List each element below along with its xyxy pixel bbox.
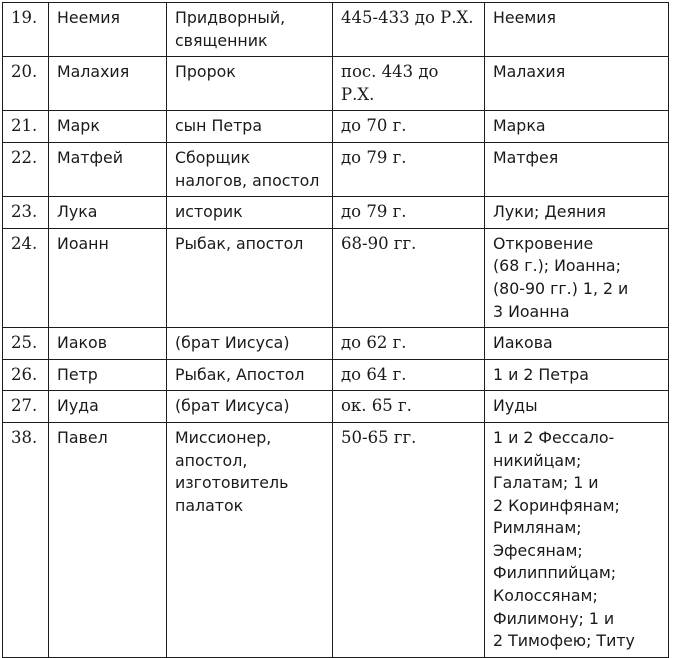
author-role-line: палаток <box>175 495 244 515</box>
date-written: 68-90 гг. <box>333 228 485 327</box>
books-written-line: Иуды <box>493 396 538 416</box>
books-written-line: 1 и 2 Петра <box>493 364 589 384</box>
author-role-line: изготовитель <box>175 473 289 493</box>
row-number: 27. <box>3 391 49 423</box>
books-written-line: Галатам; 1 и <box>493 473 599 493</box>
books-written-line: Матфея <box>493 147 559 167</box>
author-name: Матфей <box>49 142 167 196</box>
books-written-line: (80-90 гг.) 1, 2 и <box>493 278 629 298</box>
table-row <box>3 328 669 360</box>
books-written <box>485 228 669 327</box>
row-number: 25. <box>3 328 49 360</box>
row-number: 23. <box>3 197 49 229</box>
author-role-line: (брат Иисуса) <box>175 333 290 353</box>
table-row <box>3 391 669 423</box>
books-written-line: (68 г.); Иоанна; <box>493 256 621 276</box>
date-written: 445-433 до Р.Х. <box>333 3 485 57</box>
author-role-line: Придворный, <box>175 8 286 27</box>
author-role <box>167 57 333 111</box>
row-number: 38. <box>3 422 49 657</box>
books-written <box>485 328 669 360</box>
author-role <box>167 111 333 143</box>
author-role-line: сын Петра <box>175 116 263 136</box>
date-written: до 79 г. <box>333 197 485 229</box>
author-role <box>167 197 333 229</box>
books-written-line: 2 Тимофею; Титу <box>493 631 635 651</box>
table-row <box>3 228 669 327</box>
date-written: до 79 г. <box>333 142 485 196</box>
row-number: 21. <box>3 111 49 143</box>
date-written: до 64 г. <box>333 359 485 391</box>
author-role-line: Рыбак, апостол <box>175 233 304 253</box>
author-name: Иаков <box>49 328 167 360</box>
author-role-line: священник <box>175 30 268 50</box>
author-role <box>167 391 333 423</box>
row-number: 19. <box>3 3 49 57</box>
date-written: ок. 65 г. <box>333 391 485 423</box>
table-row <box>3 359 669 391</box>
author-role-line: Рыбак, Апостол <box>175 364 305 384</box>
books-written <box>485 197 669 229</box>
author-role-line: Сборщик <box>175 147 251 167</box>
author-role-line: апостол, <box>175 450 248 470</box>
author-name: Иуда <box>49 391 167 423</box>
author-role-line: Миссионер, <box>175 427 272 447</box>
author-role <box>167 228 333 327</box>
author-role <box>167 142 333 196</box>
row-number: 20. <box>3 57 49 111</box>
author-name: Павел <box>49 422 167 657</box>
author-role <box>167 422 333 657</box>
books-written-line: 3 Иоанна <box>493 301 570 321</box>
author-role-line: Пророк <box>175 62 236 82</box>
table-row <box>3 197 669 229</box>
row-number: 24. <box>3 228 49 327</box>
date-written: пос. 443 до Р.Х. <box>333 57 485 111</box>
books-written-line: Малахия <box>493 62 566 82</box>
books-written <box>485 111 669 143</box>
author-name: Иоанн <box>49 228 167 327</box>
date-written: 50-65 гг. <box>333 422 485 657</box>
books-written-line: 2 Коринфянам; <box>493 495 620 515</box>
books-written <box>485 57 669 111</box>
books-written-line: никийцам; <box>493 450 582 470</box>
books-written <box>485 359 669 391</box>
table-row <box>3 142 669 196</box>
table-body <box>3 3 669 658</box>
books-written-line: Луки; Деяния <box>493 202 607 222</box>
author-role <box>167 3 333 57</box>
books-written-line: Колоссянам; <box>493 586 598 606</box>
author-role <box>167 359 333 391</box>
author-name: Петр <box>49 359 167 391</box>
row-number: 26. <box>3 359 49 391</box>
author-role-line: (брат Иисуса) <box>175 396 290 416</box>
books-written-line: Неемия <box>493 8 557 27</box>
author-role-line: налогов, апостол <box>175 170 320 190</box>
author-role <box>167 328 333 360</box>
table-row <box>3 111 669 143</box>
date-written: до 62 г. <box>333 328 485 360</box>
books-written-line: 1 и 2 Фессало- <box>493 427 615 447</box>
table-row <box>3 3 669 57</box>
date-written: до 70 г. <box>333 111 485 143</box>
books-written-line: Откровение <box>493 233 594 253</box>
books-written-line: Эфесянам; <box>493 540 583 560</box>
authors-table <box>2 2 669 658</box>
books-written-line: Иакова <box>493 333 553 353</box>
author-name: Неемия <box>49 3 167 57</box>
author-role-line: историк <box>175 202 243 222</box>
author-name: Марк <box>49 111 167 143</box>
books-written-line: Филимону; 1 и <box>493 608 615 628</box>
books-written <box>485 422 669 657</box>
table-row <box>3 57 669 111</box>
books-written-line: Марка <box>493 116 546 136</box>
books-written <box>485 391 669 423</box>
books-written <box>485 142 669 196</box>
books-written <box>485 3 669 57</box>
author-name: Лука <box>49 197 167 229</box>
row-number: 22. <box>3 142 49 196</box>
books-written-line: Римлянам; <box>493 518 582 538</box>
books-written-line: Филиппийцам; <box>493 563 617 583</box>
table-row <box>3 422 669 657</box>
author-name: Малахия <box>49 57 167 111</box>
